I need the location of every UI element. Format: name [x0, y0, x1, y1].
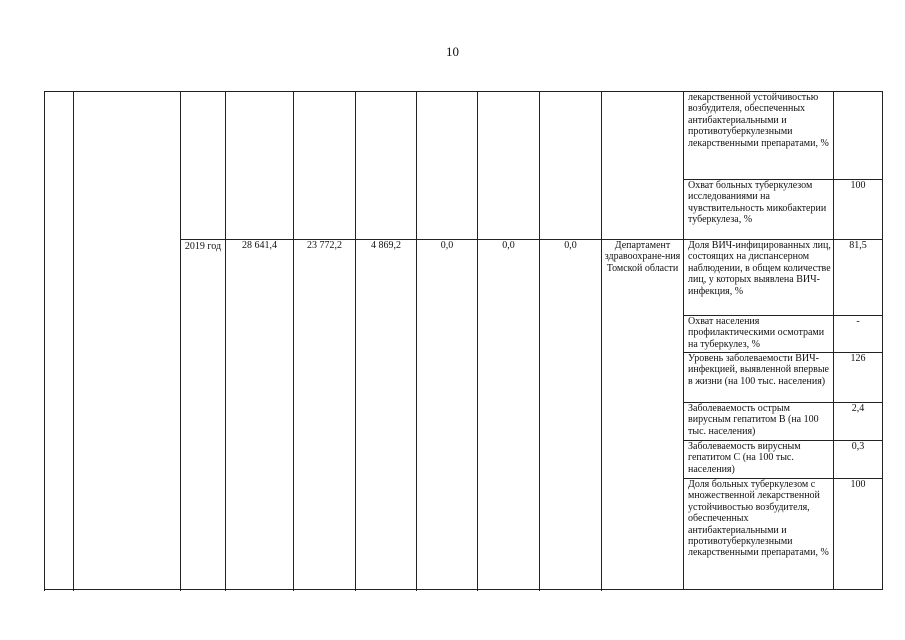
indicator-cell: Заболеваемость вирусным гепатитом С (на 100 тыс. населения)	[684, 441, 834, 479]
indicator-cell: Охват населения профилактическими осмотрами на туберкулез, %	[684, 316, 834, 353]
amount-c: 4 869,2	[356, 240, 417, 590]
indicator-cell: Уровень заболеваемости ВИЧ-инфекцией, выявленной впервые в жизни (на 100 тыс. населения)	[684, 353, 834, 403]
indicator-value: 126	[834, 353, 883, 403]
executor-cell: Департамент здравоохране-ния Томской области	[602, 240, 684, 590]
number-cell	[45, 92, 74, 590]
total-amount: 28 641,4	[226, 240, 294, 590]
indicator-cell: Доля больных туберкулезом с множественной лекарственной устойчивостью возбудителя, обеспеченных антибактериальными и противотуберкулезными лекарственными препаратами, %	[684, 479, 834, 590]
table-row	[45, 92, 883, 180]
indicator-cell: Охват больных туберкулезом исследованиями на чувствительность микобактерии туберкулеза, %	[684, 180, 834, 240]
indicator-value: 0,3	[834, 441, 883, 479]
amount-b: 23 772,2	[294, 240, 356, 590]
indicator-value: -	[834, 316, 883, 353]
year-cell: 2019 год	[181, 240, 226, 590]
indicator-cell: лекарственной устойчивостью возбудителя, обеспеченных антибактериальными и противотуберкулезными лекарственными препаратами, %	[684, 92, 834, 180]
amount-d: 0,0	[417, 240, 478, 590]
amount-e: 0,0	[478, 240, 540, 590]
name-cell	[74, 92, 181, 590]
indicator-value: 2,4	[834, 403, 883, 441]
indicator-value: 100	[834, 180, 883, 240]
amount-f: 0,0	[540, 240, 602, 590]
page-number: 10	[446, 44, 459, 59]
indicator-value: 81,5	[834, 240, 883, 316]
indicator-value: 100	[834, 479, 883, 590]
indicator-cell: Доля ВИЧ-инфицированных лиц, состоящих на диспансерном наблюдении, в общем количестве лиц, у которых выявлена ВИЧ-инфекция, %	[684, 240, 834, 316]
indicator-value	[834, 92, 883, 180]
indicator-cell: Заболеваемость острым вирусным гепатитом В (на 100 тыс. населения)	[684, 403, 834, 441]
program-table	[44, 91, 883, 590]
